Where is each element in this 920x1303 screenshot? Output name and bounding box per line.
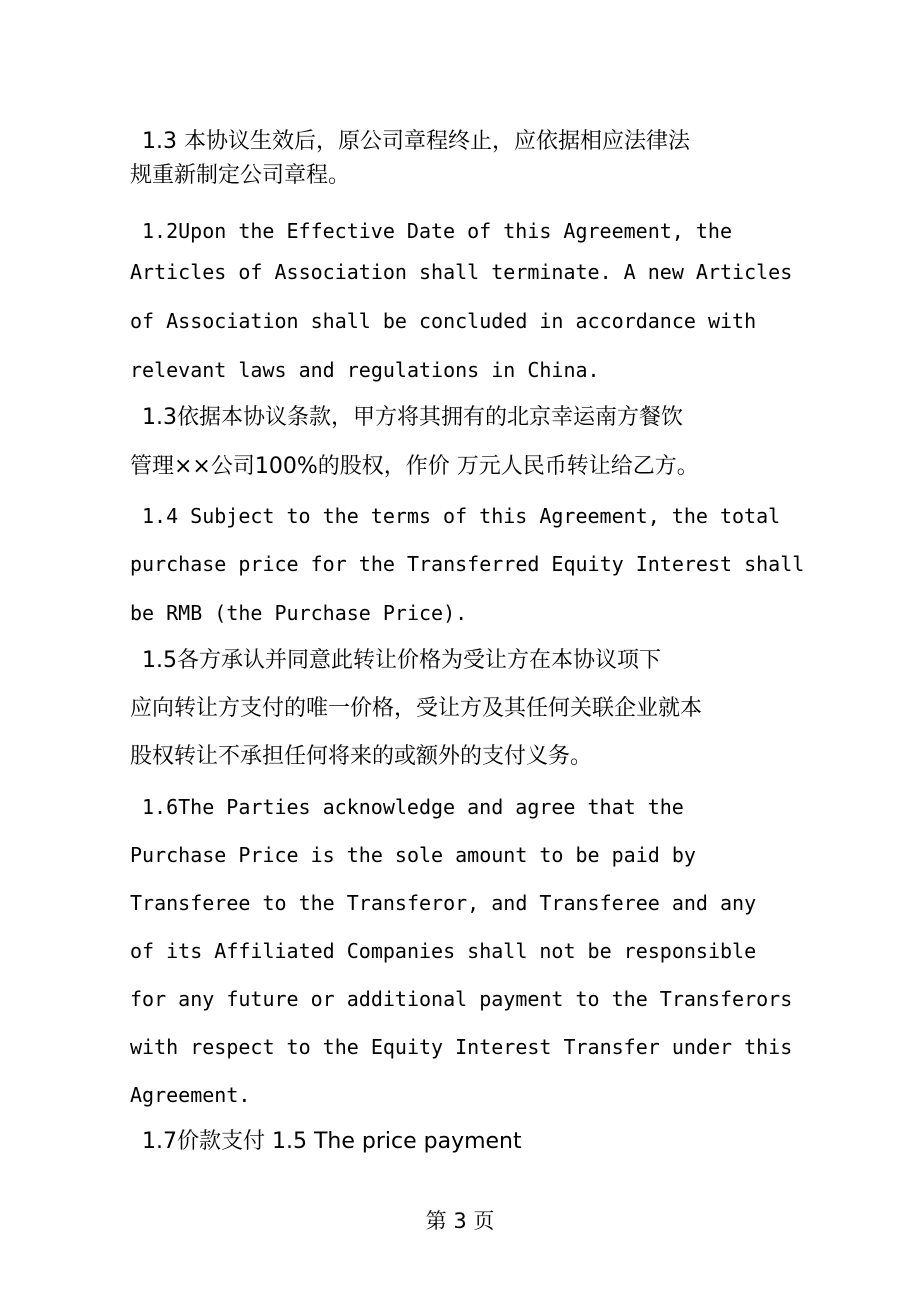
text-line-7: 1.3依据本协议条款，甲方将其拥有的北京幸运南方餐饮: [142, 405, 683, 430]
text-line-4: Articles of Association shall terminate. A new Articles: [130, 260, 793, 284]
text-line-1: 1.3 本协议生效后，原公司章程终止，应依据相应法律法: [142, 129, 690, 154]
text-line-6: relevant laws and regulations in China.: [130, 358, 600, 382]
page-number-footer: 第 3 页: [425, 1209, 495, 1233]
text-line-11: be RMB (the Purchase Price).: [130, 601, 468, 625]
text-line-18: of its Affiliated Companies shall not be responsible: [130, 939, 757, 963]
text-line-5: of Association shall be concluded in accordance with: [130, 309, 757, 333]
text-line-12: 1.5各方承认并同意此转让价格为受让方在本协议项下: [142, 648, 661, 673]
text-line-13: 应向转让方支付的唯一价格，受让方及其任何关联企业就本: [130, 696, 703, 721]
text-line-15: 1.6The Parties acknowledge and agree that the: [142, 795, 684, 819]
text-line-14: 股权转让不承担任何将来的或额外的支付义务。: [130, 744, 593, 769]
text-line-9: 1.4 Subject to the terms of this Agreement, the total: [142, 504, 781, 528]
text-line-16: Purchase Price is the sole amount to be paid by: [130, 843, 696, 867]
text-line-22: 1.7价款支付 1.5 The price payment: [142, 1129, 522, 1154]
text-line-21: Agreement.: [130, 1083, 251, 1107]
text-line-10: purchase price for the Transferred Equity Interest shall: [130, 552, 805, 576]
text-line-3: 1.2Upon the Effective Date of this Agreement, the: [142, 219, 733, 243]
text-line-20: with respect to the Equity Interest Transfer under this: [130, 1035, 793, 1059]
text-line-19: for any future or additional payment to the Transferors: [130, 987, 793, 1011]
text-line-17: Transferee to the Transferor, and Transferee and any: [130, 891, 757, 915]
text-line-8: 管理××公司100%的股权，作价 万元人民币转让给乙方。: [130, 454, 699, 479]
text-line-2: 规重新制定公司章程。: [130, 163, 351, 188]
